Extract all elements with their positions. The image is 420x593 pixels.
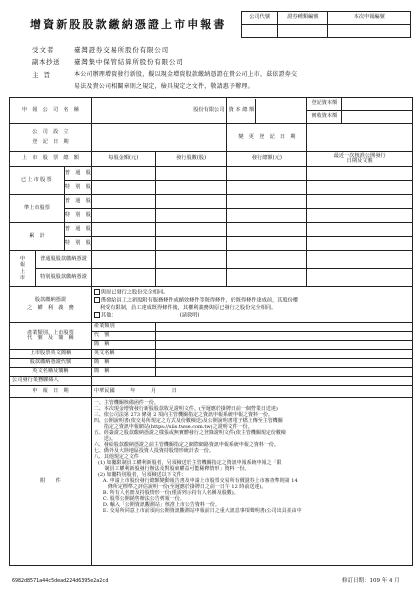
eng-name-label: 英文名稱 <box>91 350 155 359</box>
industry-category-label: 產業類別 <box>91 323 155 332</box>
last-approval-line-1: 最近一次核准公開發行 <box>333 152 386 159</box>
subject-line-1: 本公司辦理增資發行新股，擬以現金增資股款繳納憑證在貴公司上市，茲依證券交 <box>74 71 298 78</box>
issued-shares-header: 發行股數(股) <box>155 152 227 167</box>
registered-capital-label: 登記資本額 <box>307 98 342 110</box>
change-registration-value <box>307 124 413 152</box>
scope-option-2[interactable]: 係發給員工之新股附有服務條件或績效條件等既得條件，於既得條件達成前，其股份權 <box>94 297 412 305</box>
listed-eng-label: 上市股票英文簡稱 <box>10 350 92 359</box>
code-label: 代 號 <box>91 332 155 341</box>
attachment-item: 七、僑外及大陸地區投資人投資持股情形統計表一份。 <box>93 448 214 454</box>
attachment-item: (2) 如屬特別股者，另須檢送以下文件： <box>97 472 187 478</box>
attachments-list <box>94 400 412 514</box>
receipt-rights-line-1: 股款繳納憑證 <box>34 297 67 304</box>
receipt-rights-line-2: 之 權 利 義 務 <box>27 304 74 311</box>
paid-capital-label: 實收資本額 <box>307 111 342 123</box>
receipt-rights-label <box>10 287 92 323</box>
company-suffix: 股份有限公司 <box>193 106 225 113</box>
last-approval-header <box>307 152 413 167</box>
attachment-item: (1) 如屬限制員工權利新股者，另須檢送於主管機關指定之資訊申報系統申報之「限 <box>97 460 282 466</box>
attachment-item: 一、主管機關核備函件一份。 <box>93 400 159 406</box>
subject-line-2: 易法及貴公司相關章則之規定，檢具規定之文件，敬請惠予辦理。 <box>74 83 254 90</box>
cumulative-group: 累 計 <box>10 223 65 251</box>
attachment-item: E. 交易所同意上市前須向公開資訊觀測站申報前日之重大訊息事項聲明書(公司出具並由中 <box>97 508 302 514</box>
attachment-item: C. 股票公開銷售辦法公告剪報一份。 <box>97 496 185 502</box>
filing-no-label: 本次申報編號 <box>328 12 411 25</box>
cc-label: 副本抄送 <box>32 58 60 66</box>
scope-option-3[interactable]: 其他： (請敘明) <box>94 312 412 320</box>
receipt-eng-label: 英文名稱及簡稱 <box>10 368 92 377</box>
filing-date-value: 中華民國 年 月 日 <box>91 386 412 398</box>
attachment-item: D. 輸入「公開資訊觀測站」核准上市公告資料一份。 <box>97 502 220 508</box>
industry-label-line-2: 代 號 及 簡 稱 <box>27 335 74 341</box>
attachment-item: 六、發給股款繳納憑證之前主管機關指定之網際網路資訊申報系統申報之資料一份。 <box>93 442 279 448</box>
checkbox[interactable] <box>94 312 100 318</box>
attachment-item: 指定之資訊申報網站(https://siis.twse.com.tw)之證明文件一份。 <box>93 424 253 430</box>
abbr-label: 簡 稱 <box>91 341 155 350</box>
industry-label-line-1: 產業類別、上市股票 <box>27 329 74 336</box>
footer-code: 6982d8571a44c5dead224d6395e2a2cd <box>12 578 109 584</box>
security-type-no-label: 證券種類編號 <box>278 12 328 25</box>
attachment-item: 五、經簽證之股款繳納憑證之樣張或無實體發行之登錄證明文件(依主管機關規定份數檢 <box>93 430 286 436</box>
attachment-item: 二、本次現金增資發行新股股款收足證明文件。(至遲應於掛牌日前一個營業日送達) <box>93 406 278 412</box>
attachment-item: 四、公開說明書(依交易所規定之方式及份數檢送)及公開說明書電子檔上傳至主管機關 <box>93 418 283 424</box>
establishment-date-value <box>91 124 227 152</box>
recipient-value: 臺灣證券交易所股份有限公司 <box>74 46 169 54</box>
capital-label: 資 本 總 額 <box>227 99 256 123</box>
checkbox[interactable] <box>94 289 100 295</box>
scope-option-1[interactable]: 與原已發行之股份完全相同。 <box>94 289 412 297</box>
receipt-abbr-label: 簡 稱 <box>91 359 155 368</box>
common-receipt-label: 普通股股款繳納憑證 <box>35 251 91 269</box>
company-code-label: 公司代號 <box>242 12 278 25</box>
attachment-item: B. 所有人名冊及持股情形一份(僅需列示持有人名稱及股數)。 <box>97 490 239 496</box>
establishment-date-label <box>10 124 92 152</box>
attachment-item: 八、其他規定之文件 <box>93 454 139 460</box>
filing-no-value <box>328 25 411 38</box>
listed-special-label: 特 別 股 <box>64 181 91 195</box>
attachment-item: 三、依公司法第 273 條第 2 項向主管機關指定之資訊申報系統申報之資料一份。 <box>93 412 273 418</box>
contact-label: 公司發行業務聯絡人 <box>10 377 92 386</box>
applicant-label: 申 報 公 司 名 稱 <box>10 98 92 124</box>
scope-option-2-cont: 利受有限制，員工達成既得條件後，其權利義務與原已發行之股份完全相同。 <box>99 304 277 311</box>
main-form-table <box>9 97 413 566</box>
industry-label <box>10 323 92 350</box>
to-list-stock-group: 準上市股票 <box>10 195 65 223</box>
to-list-common-label: 普 通 股 <box>64 195 91 209</box>
establishment-label-line-1: 公 司 設 立 <box>32 128 69 135</box>
footer-revision: 修訂日期：109 年 4 月 <box>342 578 400 584</box>
attachment-item: 送)。 <box>93 436 116 442</box>
attachment-item: 條所定標準之評估說明一份(至遲應於掛牌日之前一日午 12 時前送達)。 <box>97 484 267 490</box>
establishment-label-line-2: 登 記 日 期 <box>32 139 69 145</box>
receipt-code-label: 股款繳納憑證代號 <box>10 359 92 368</box>
special-receipt-label: 特別股股款繳納憑證 <box>35 269 91 287</box>
listed-stock-group: 已上市股票 <box>10 167 65 195</box>
company-name-cell <box>91 98 227 124</box>
security-type-no-value <box>278 25 328 38</box>
change-registration-label: 變 更 登 記 日 期 <box>227 124 307 152</box>
listed-total-label: 上 市 股 票 總 額 <box>10 152 92 167</box>
attachment-item: A. 申請上市股份發行總額變動報告書及申請上市股票交易所有價證券上市審查準則第 14 <box>97 478 298 484</box>
checkbox[interactable] <box>94 297 100 303</box>
issued-amount-header: 發行總額(元) <box>227 152 307 167</box>
subject-label: 主旨 <box>32 71 55 79</box>
face-value-header: 每股金額(元) <box>91 152 155 167</box>
cumulative-common-label: 普 通 股 <box>64 223 91 237</box>
attachment-item: 制員工權利新股發行辦法及對股東權益可能稀釋情形」資料一份。 <box>97 466 250 472</box>
attachments-label: 附 件 <box>10 398 92 566</box>
form-title: 增資新股股款繳納憑證上市申報書 <box>30 18 227 31</box>
company-code-value <box>242 25 278 38</box>
listed-common-label: 普 通 股 <box>64 167 91 181</box>
cc-value: 臺灣集中保管結算所股份有限公司 <box>74 58 184 66</box>
last-approval-line-2: 日期及文號 <box>346 158 373 164</box>
to-list-special-label: 特 別 股 <box>64 209 91 223</box>
receipt-eng-abbr: 簡 稱 <box>91 368 155 377</box>
cumulative-special-label: 特 別 股 <box>64 237 91 251</box>
filing-date-label: 申 報 日 期 <box>10 386 92 398</box>
recipient-label: 受文者 <box>32 46 55 54</box>
company-code-table <box>241 11 411 38</box>
filing-listing-group: 申報上市 <box>10 251 36 287</box>
